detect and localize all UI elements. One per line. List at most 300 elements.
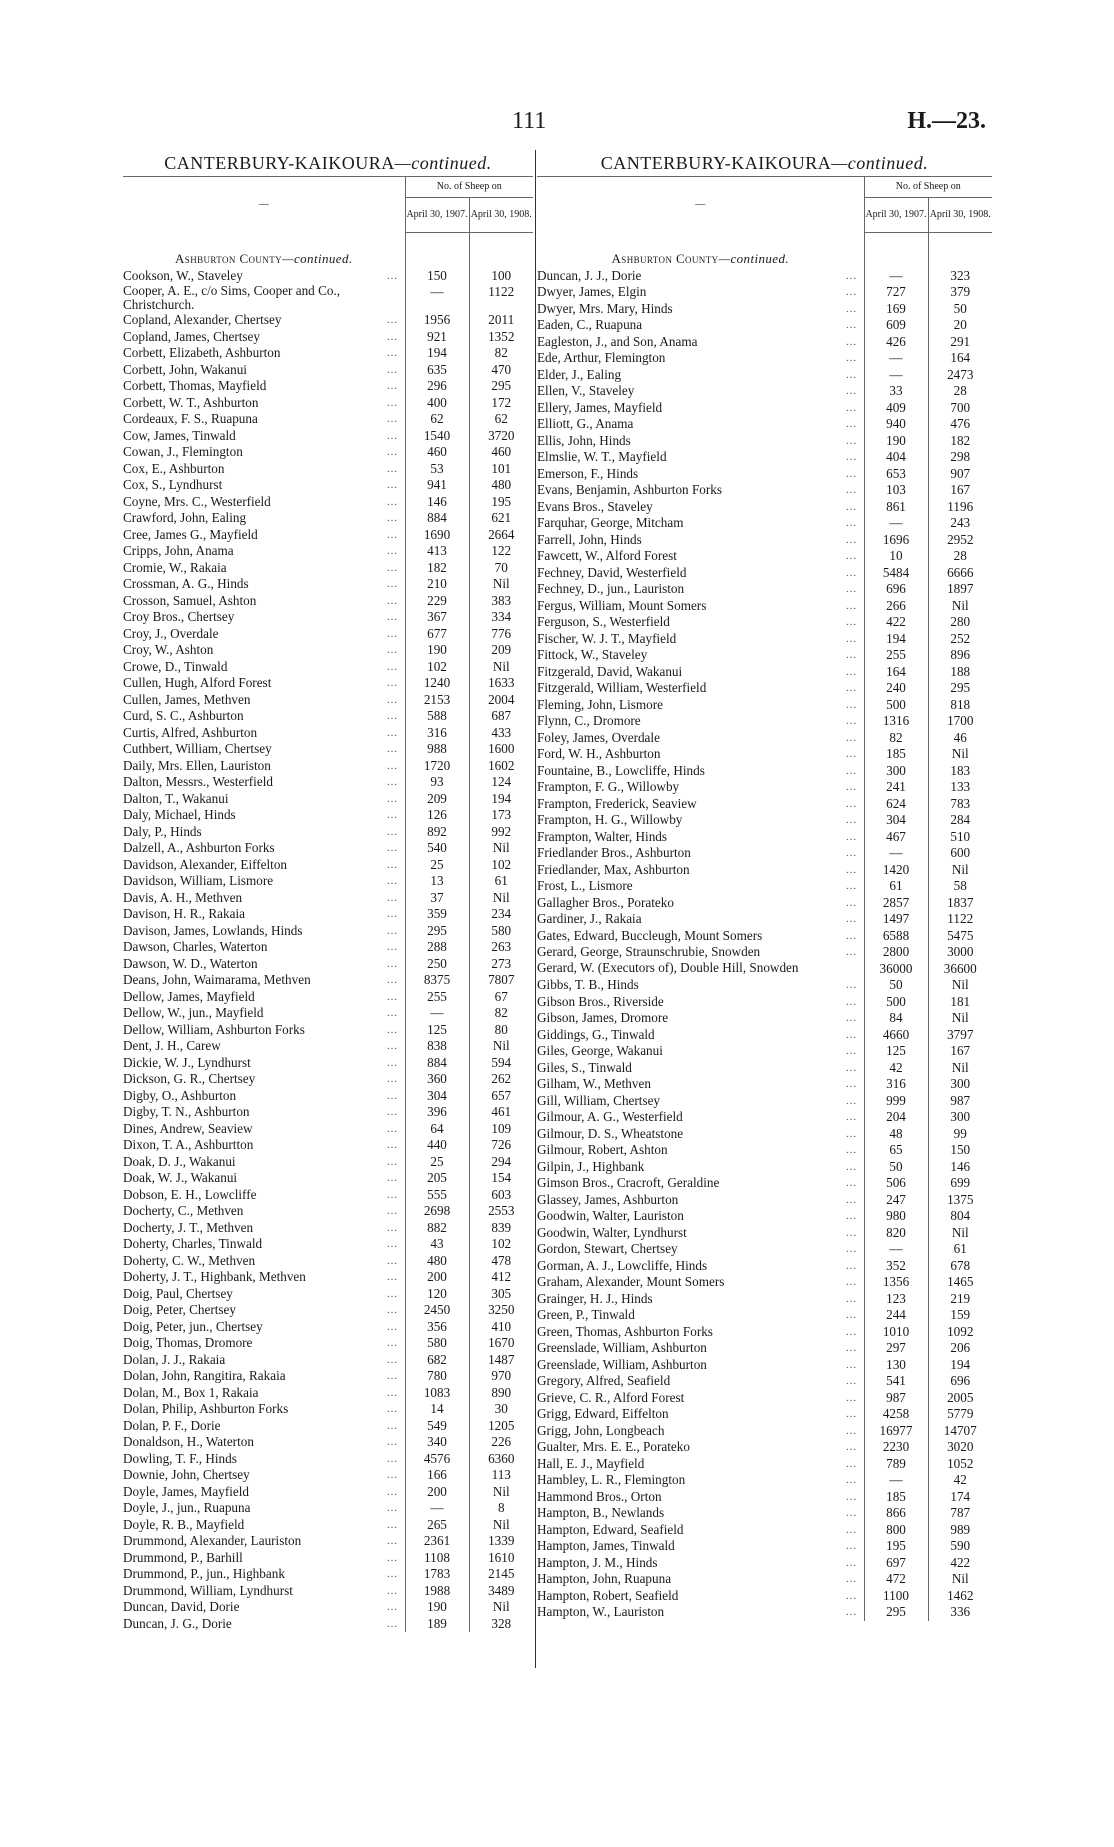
sheep-1908: 102 [469, 1236, 533, 1253]
sheep-1907: 940 [864, 416, 928, 433]
table-row [123, 1302, 533, 1319]
holder-name [123, 642, 405, 659]
holder-name-text: Gimson Bros., Cracroft, Geraldine [537, 1175, 720, 1190]
table-row [123, 923, 533, 940]
sheep-1907: 255 [864, 647, 928, 664]
sheep-1907: 988 [405, 741, 469, 758]
sheep-1907: 295 [405, 923, 469, 940]
dot-leader: … [386, 1139, 399, 1151]
sheep-1907: 229 [405, 593, 469, 610]
holder-name [537, 1027, 864, 1044]
dot-leader: … [845, 896, 858, 909]
sheep-1908: 262 [469, 1071, 533, 1088]
sheep-1908: 295 [928, 680, 992, 697]
holder-name [123, 989, 405, 1006]
sheep-1907: 25 [405, 1154, 469, 1171]
holder-name [537, 1439, 864, 1456]
holder-name [537, 977, 864, 994]
dot-leader: … [845, 731, 858, 744]
holder-name-text: Daly, Michael, Hinds [123, 807, 236, 822]
holder-name [123, 1517, 405, 1534]
sheep-1907: 884 [405, 1055, 469, 1072]
holder-name [123, 1038, 405, 1055]
holder-name-text: Dolan, John, Rangitira, Rakaia [123, 1368, 286, 1383]
holder-name-text: Gilmour, A. G., Westerfield [537, 1109, 683, 1124]
sheep-1908: 476 [928, 416, 992, 433]
table-row [123, 312, 533, 329]
dot-leader: … [386, 1106, 399, 1118]
sheep-1908: 1462 [928, 1588, 992, 1605]
sheep-1908: 159 [928, 1307, 992, 1324]
sheep-1908: 3000 [928, 944, 992, 961]
dot-leader: … [386, 1040, 399, 1052]
table-row [537, 1456, 992, 1473]
holder-name [123, 593, 405, 610]
sheep-1907: 506 [864, 1175, 928, 1192]
table-row [537, 1175, 992, 1192]
sheep-1908: 412 [469, 1269, 533, 1286]
table-row [537, 1505, 992, 1522]
sheep-1908: 839 [469, 1220, 533, 1237]
sheep-1907: 8375 [405, 972, 469, 989]
dot-leader: … [845, 698, 858, 711]
table-row [123, 1154, 533, 1171]
sheep-1907: 696 [864, 581, 928, 598]
sheep-1907: 921 [405, 329, 469, 346]
sheep-1908: 907 [928, 466, 992, 483]
holder-name [537, 1571, 864, 1588]
table-row [537, 1340, 992, 1357]
holder-name-text: Elmslie, W. T., Mayfield [537, 449, 667, 464]
sheep-1908: 783 [928, 796, 992, 813]
sheep-1907: 169 [864, 301, 928, 318]
dot-leader: … [845, 368, 858, 381]
holder-name [123, 1533, 405, 1550]
dot-leader: … [386, 380, 399, 392]
holder-name [537, 1522, 864, 1539]
dot-leader: … [386, 528, 399, 541]
holder-name-text: Doig, Peter, jun., Chertsey [123, 1318, 263, 1334]
holder-name-text: Ford, W. H., Ashburton [537, 746, 661, 761]
sheep-1907: 33 [864, 383, 928, 400]
sheep-1907: 359 [405, 906, 469, 923]
holder-name [537, 911, 864, 928]
table-row [123, 268, 533, 285]
sheep-1907: 25 [405, 857, 469, 874]
sheep-1907: 204 [864, 1109, 928, 1126]
sheep-1908: 787 [928, 1505, 992, 1522]
table-row [537, 697, 992, 714]
table-row [123, 1484, 533, 1501]
holder-name-text: Davis, A. H., Methven [123, 889, 243, 905]
table-row [123, 1088, 533, 1105]
holder-name [123, 1187, 405, 1204]
table-row [537, 1588, 992, 1605]
holder-name [123, 857, 405, 874]
holder-name [537, 730, 864, 747]
sheep-1908: 1375 [928, 1192, 992, 1209]
table-row [537, 895, 992, 912]
holder-name [537, 1126, 864, 1143]
sheep-1907: 472 [864, 1571, 928, 1588]
page-number: 111 [512, 108, 547, 134]
holder-name [537, 1159, 864, 1176]
table-row [537, 1390, 992, 1407]
holder-name [123, 609, 405, 626]
sheep-1907: 5484 [864, 565, 928, 582]
dot-leader: … [845, 682, 858, 694]
table-row [537, 1538, 992, 1555]
sheep-1907: 250 [405, 956, 469, 973]
sheep-1907: 13 [405, 873, 469, 890]
dot-leader: … [845, 1309, 858, 1321]
table-row [537, 334, 992, 351]
holder-name [123, 1302, 405, 1319]
sheep-1908: 2664 [469, 527, 533, 544]
dot-leader: … [845, 302, 858, 315]
holder-name [537, 400, 864, 417]
dot-leader: … [845, 814, 858, 826]
holder-name [537, 301, 864, 318]
left-title-suffix: —continued. [394, 153, 492, 173]
holder-name [123, 1451, 405, 1468]
sheep-1907: 53 [405, 461, 469, 478]
holder-name-text: Frampton, F. G., Willowby [537, 779, 680, 794]
sheep-1908: 433 [469, 725, 533, 742]
table-row [537, 713, 992, 730]
table-row [537, 499, 992, 516]
dot-leader: … [845, 1540, 858, 1552]
holder-name [123, 1071, 405, 1088]
holder-name [123, 890, 405, 907]
holder-name [123, 1335, 405, 1352]
holder-name [537, 350, 864, 367]
dot-leader: … [845, 319, 858, 331]
holder-name-text: Fergus, William, Mount Somers [537, 597, 707, 613]
holder-name [123, 1368, 405, 1385]
dot-leader: … [386, 660, 399, 673]
sheep-1908: 20 [928, 317, 992, 334]
sheep-1907: 166 [405, 1467, 469, 1484]
dot-leader: … [845, 781, 858, 793]
sheep-1907: 43 [405, 1236, 469, 1253]
table-row [123, 675, 533, 692]
holder-name-text: Grainger, H. J., Hinds [537, 1290, 653, 1306]
sheep-1908: 183 [928, 763, 992, 780]
right-column [537, 150, 992, 1621]
sheep-1907: 84 [864, 1010, 928, 1027]
table-row [537, 1225, 992, 1242]
table-row [537, 1109, 992, 1126]
sheep-1907: 780 [405, 1368, 469, 1385]
holder-name-text: Emerson, F., Hinds [537, 465, 639, 481]
holder-name-text: Gibbs, T. B., Hinds [537, 977, 639, 992]
table-row [123, 1055, 533, 1072]
holder-name [537, 1175, 864, 1192]
holder-name-text: Docherty, C., Methven [123, 1203, 244, 1218]
sheep-1908: 700 [928, 400, 992, 417]
dot-leader: … [845, 1061, 858, 1074]
table-row [537, 400, 992, 417]
holder-name-text: Gordon, Stewart, Chertsey [537, 1241, 678, 1256]
dot-leader: … [386, 1304, 399, 1316]
sheep-1907: 540 [405, 840, 469, 857]
table-row [123, 1137, 533, 1154]
sheep-1908: Nil [928, 1571, 992, 1588]
sheep-1908: 1670 [469, 1335, 533, 1352]
holder-name [123, 1022, 405, 1039]
right-title-suffix: —continued. [831, 153, 929, 173]
sheep-1908: 1700 [928, 713, 992, 730]
sheep-1908: 234 [469, 906, 533, 923]
sheep-1907: — [864, 515, 928, 532]
sheep-1908: 133 [928, 779, 992, 796]
table-row [537, 1472, 992, 1489]
table-row [123, 362, 533, 379]
holder-name [123, 692, 405, 709]
holder-name [123, 758, 405, 775]
table-row [537, 994, 992, 1011]
holder-name-text: Dickson, G. R., Chertsey [123, 1071, 256, 1086]
sheep-1908: Nil [469, 840, 533, 857]
holder-name-text: Eagleston, J., and Son, Anama [537, 333, 698, 349]
holder-name-text: Gallagher Bros., Porateko [537, 894, 674, 910]
table-row [537, 977, 992, 994]
table-row [123, 1583, 533, 1600]
holder-name [123, 923, 405, 940]
sheep-1908: 291 [928, 334, 992, 351]
sheep-1907: 884 [405, 510, 469, 527]
holder-name-text: Gregory, Alfred, Seafield [537, 1373, 671, 1388]
dot-leader: … [386, 1271, 399, 1283]
holder-name-text: Curd, S. C., Ashburton [123, 708, 244, 723]
sheep-1907: 82 [864, 730, 928, 747]
table-row [537, 367, 992, 384]
dot-leader: … [845, 286, 858, 298]
holder-name-text: Dalton, Messrs., Westerfield [123, 774, 273, 789]
dot-leader: … [845, 1490, 858, 1503]
holder-name [537, 614, 864, 631]
holder-name-text: Dwyer, James, Elgin [537, 284, 647, 299]
sheep-1907: 125 [864, 1043, 928, 1060]
holder-name [537, 631, 864, 648]
dot-leader: … [386, 1073, 399, 1085]
holder-name [123, 824, 405, 841]
sheep-1907: 164 [864, 664, 928, 681]
holder-name-text: Elder, J., Ealing [537, 366, 622, 382]
sheep-1908: 3020 [928, 1439, 992, 1456]
sheep-1908: 696 [928, 1373, 992, 1390]
holder-name [537, 598, 864, 615]
holder-name [537, 1456, 864, 1473]
sheep-1907: 255 [405, 989, 469, 1006]
sheep-1908: 3797 [928, 1027, 992, 1044]
holder-name [537, 1274, 864, 1291]
dot-leader: … [386, 990, 399, 1003]
holder-name-text: Drummond, Alexander, Lauriston [123, 1533, 302, 1548]
dot-leader: … [386, 561, 399, 574]
table-row [537, 317, 992, 334]
holder-name-text: Donaldson, H., Waterton [123, 1434, 254, 1449]
holder-name-text: Dolan, P. F., Dorie [123, 1417, 221, 1433]
holder-name-text: Gates, Edward, Buccleugh, Mount Somers [537, 927, 763, 943]
dot-leader: … [845, 269, 858, 282]
dot-leader: … [845, 566, 858, 579]
table-row [537, 647, 992, 664]
sheep-1907: 200 [405, 1269, 469, 1286]
holder-name [537, 1324, 864, 1341]
sheep-1908: 167 [928, 1043, 992, 1060]
table-row [123, 1253, 533, 1270]
holder-name-text: Dolan, Philip, Ashburton Forks [123, 1401, 289, 1416]
holder-name-text: Daly, P., Hinds [123, 823, 202, 839]
sheep-1908: 122 [469, 543, 533, 560]
holder-name [537, 284, 864, 301]
dot-leader: … [386, 1122, 399, 1135]
left-column-title [123, 150, 533, 176]
holder-name-text: Elliott, G., Anama [537, 416, 634, 431]
table-row [123, 725, 533, 742]
holder-name-text: Dowling, T. F., Hinds [123, 1450, 237, 1466]
holder-name [537, 1357, 864, 1374]
sheep-1907: 999 [864, 1093, 928, 1110]
sheep-1907: 125 [405, 1022, 469, 1039]
table-row [123, 956, 533, 973]
holder-name-text: Corbett, John, Wakanui [123, 361, 247, 377]
table-row [537, 1373, 992, 1390]
holder-name-text: Doig, Peter, Chertsey [123, 1302, 237, 1317]
holder-name-text: Eaden, C., Ruapuna [537, 317, 643, 332]
holder-name-text: Cullen, Hugh, Alford Forest [123, 675, 272, 690]
holder-name-text: Giles, S., Tinwald [537, 1059, 632, 1075]
holder-name-text: Grigg, John, Longbeach [537, 1422, 665, 1438]
sheep-1907: 62 [405, 411, 469, 428]
holder-name [537, 1192, 864, 1209]
sheep-1907: 500 [864, 697, 928, 714]
dot-leader: … [845, 1259, 858, 1272]
sheep-1907: 16977 [864, 1423, 928, 1440]
holder-name-text: Fountaine, B., Lowcliffe, Hinds [537, 762, 705, 778]
table-row [537, 284, 992, 301]
sheep-1908: 989 [928, 1522, 992, 1539]
table-row [537, 416, 992, 433]
holder-name [123, 494, 405, 511]
holder-name [123, 1253, 405, 1270]
table-row [123, 1599, 533, 1616]
dot-leader: … [845, 764, 858, 777]
sheep-1908: 1122 [469, 284, 533, 312]
sheep-1908: 896 [928, 647, 992, 664]
holder-name [537, 416, 864, 433]
dot-leader: … [386, 363, 399, 376]
holder-name-text: Dolan, M., Box 1, Rakaia [123, 1384, 259, 1400]
sheep-1908: 263 [469, 939, 533, 956]
sheep-1907: 209 [405, 791, 469, 808]
holder-name-text: Cooper, A. E., c/o Sims, Cooper and Co., Christchurch. [123, 284, 341, 312]
dot-leader: … [845, 1045, 858, 1057]
dot-leader: … [845, 847, 858, 859]
holder-name-text: Farquhar, George, Mitcham [537, 515, 684, 530]
dot-leader: … [386, 726, 399, 739]
holder-name [123, 1434, 405, 1451]
holder-name [123, 510, 405, 527]
holder-name-text: Evans Bros., Staveley [537, 498, 653, 514]
dot-leader: … [845, 1424, 858, 1437]
table-row [537, 614, 992, 631]
table-row [123, 1467, 533, 1484]
dot-leader: … [386, 1287, 399, 1300]
holder-name [123, 1236, 405, 1253]
sheep-1908: 410 [469, 1319, 533, 1336]
holder-name-text: Gilmour, Robert, Ashton [537, 1142, 668, 1157]
table-row [537, 1357, 992, 1374]
holder-name-text: Gualter, Mrs. E. E., Porateko [537, 1439, 690, 1454]
dot-leader: … [845, 1177, 858, 1189]
table-row [123, 1170, 533, 1187]
sheep-1907: 1696 [864, 532, 928, 549]
table-row [537, 746, 992, 763]
table-row [123, 510, 533, 527]
sheep-1907: 1690 [405, 527, 469, 544]
holder-name [123, 1484, 405, 1501]
holder-name [123, 1401, 405, 1418]
dot-leader: … [845, 1474, 858, 1486]
holder-name [123, 1599, 405, 1616]
holder-name [123, 1286, 405, 1303]
holder-name-text: Hambley, L. R., Flemington [537, 1472, 686, 1487]
dot-leader: … [845, 1556, 858, 1569]
holder-name-text: Grieve, C. R., Alford Forest [537, 1389, 685, 1405]
dot-leader: … [386, 594, 399, 607]
table-row [123, 791, 533, 808]
holder-name [123, 1055, 405, 1072]
dot-leader: … [386, 710, 399, 722]
sheep-1908: 1339 [469, 1533, 533, 1550]
holder-name-text: Fleming, John, Lismore [537, 696, 664, 712]
sheep-1908: 14707 [928, 1423, 992, 1440]
holder-name [537, 1423, 864, 1440]
holder-name-text: Friedlander Bros., Ashburton [537, 845, 691, 860]
sheep-1908: Nil [469, 1484, 533, 1501]
sheep-1908: 2005 [928, 1390, 992, 1407]
dot-leader: … [386, 1518, 399, 1531]
holder-name-text: Gilham, W., Methven [537, 1076, 651, 1091]
sheep-1908: 323 [928, 268, 992, 285]
table-row [537, 664, 992, 681]
holder-name-text: Frampton, Frederick, Seaview [537, 795, 697, 811]
sheep-1907: 440 [405, 1137, 469, 1154]
holder-name-text: Frampton, H. G., Willowby [537, 812, 683, 827]
table-row [123, 1121, 533, 1138]
dot-leader: … [845, 1589, 858, 1602]
holder-name [123, 626, 405, 643]
dot-leader: … [845, 979, 858, 991]
dot-leader: … [386, 644, 399, 656]
dot-leader: … [845, 1441, 858, 1453]
holder-name-text: Fechney, D., jun., Lauriston [537, 581, 685, 596]
dot-leader: … [386, 1568, 399, 1580]
sheep-1908: 7807 [469, 972, 533, 989]
sheep-1907: 609 [864, 317, 928, 334]
sheep-1908: 61 [928, 1241, 992, 1258]
sheep-1908: 383 [469, 593, 533, 610]
holder-name [537, 1109, 864, 1126]
sheep-1907: 340 [405, 1434, 469, 1451]
dot-leader: … [386, 891, 399, 904]
holder-name-text: Doyle, J., jun., Ruapuna [123, 1500, 251, 1515]
holder-name-text: Deans, John, Waimarama, Methven [123, 972, 311, 987]
dot-leader: … [386, 908, 399, 920]
